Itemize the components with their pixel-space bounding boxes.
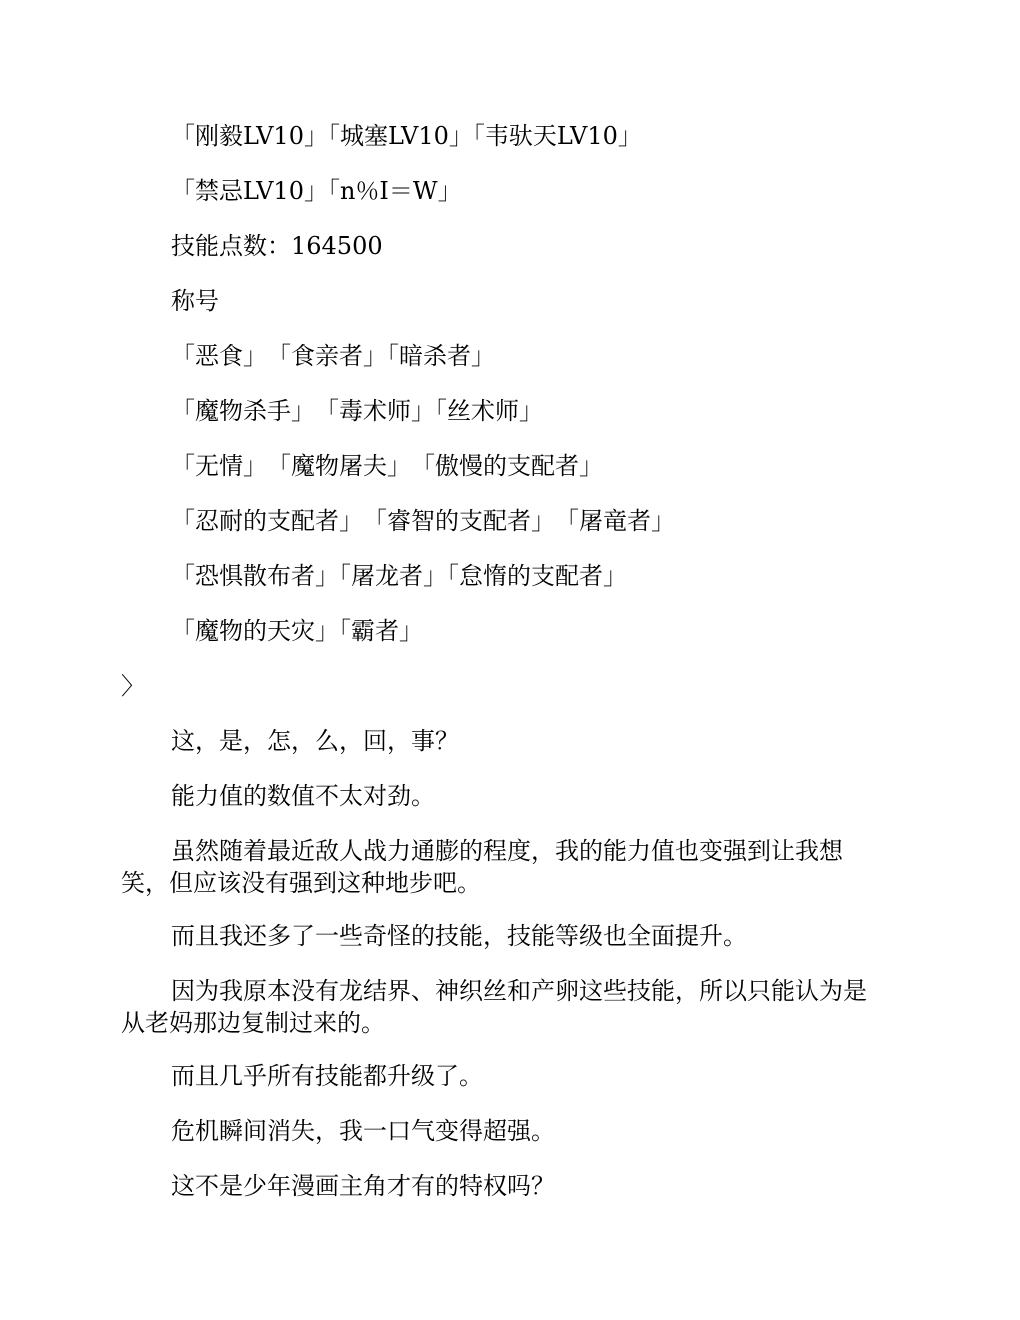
paragraph-3-line-2: 笑，但应该没有强到这种地步吧。 bbox=[121, 869, 481, 897]
skill-points-line: 技能点数：164500 bbox=[171, 232, 383, 260]
paragraph-2: 能力值的数值不太对劲。 bbox=[171, 782, 435, 810]
paragraph-4: 而且我还多了一些奇怪的技能，技能等级也全面提升。 bbox=[171, 922, 747, 950]
paragraph-5-line-2: 从老妈那边复制过来的。 bbox=[121, 1009, 385, 1037]
titles-line-5: 「恐惧散布者」「屠龙者」「怠惰的支配者」 bbox=[171, 562, 627, 590]
paragraph-3 bbox=[121, 835, 911, 899]
titles-line-1: 「恶食」 「食亲者」「暗杀者」 bbox=[171, 342, 495, 370]
skills-line-1: 「刚毅LV10」「城塞LV10」「韦驮天LV10」 bbox=[171, 122, 642, 150]
skills-line-2: 「禁忌LV10」「n％I＝W」 bbox=[171, 177, 462, 205]
titles-line-4: 「忍耐的支配者」 「睿智的支配者」 「屠竜者」 bbox=[171, 507, 675, 535]
titles-line-2: 「魔物杀手」 「毒术师」「丝术师」 bbox=[171, 397, 543, 425]
paragraph-6: 而且几乎所有技能都升级了。 bbox=[171, 1062, 483, 1090]
paragraph-5-line-1: 因为我原本没有龙结界、神织丝和产卵这些技能，所以只能认为是 bbox=[171, 977, 867, 1005]
titles-line-3: 「无情」 「魔物屠夫」 「傲慢的支配者」 bbox=[171, 452, 603, 480]
paragraph-5 bbox=[121, 975, 911, 1039]
paragraph-7: 危机瞬间消失，我一口气变得超强。 bbox=[171, 1117, 555, 1145]
paragraph-8: 这不是少年漫画主角才有的特权吗？ bbox=[171, 1172, 555, 1200]
paragraph-3-line-1: 虽然随着最近敌人战力通膨的程度，我的能力值也变强到让我想 bbox=[171, 837, 843, 865]
closing-bracket: 〉 bbox=[121, 672, 145, 700]
paragraph-1: 这，是，怎，么，回，事？ bbox=[171, 727, 459, 755]
titles-line-6: 「魔物的天灾」「霸者」 bbox=[171, 617, 423, 645]
titles-heading: 称号 bbox=[171, 287, 219, 315]
